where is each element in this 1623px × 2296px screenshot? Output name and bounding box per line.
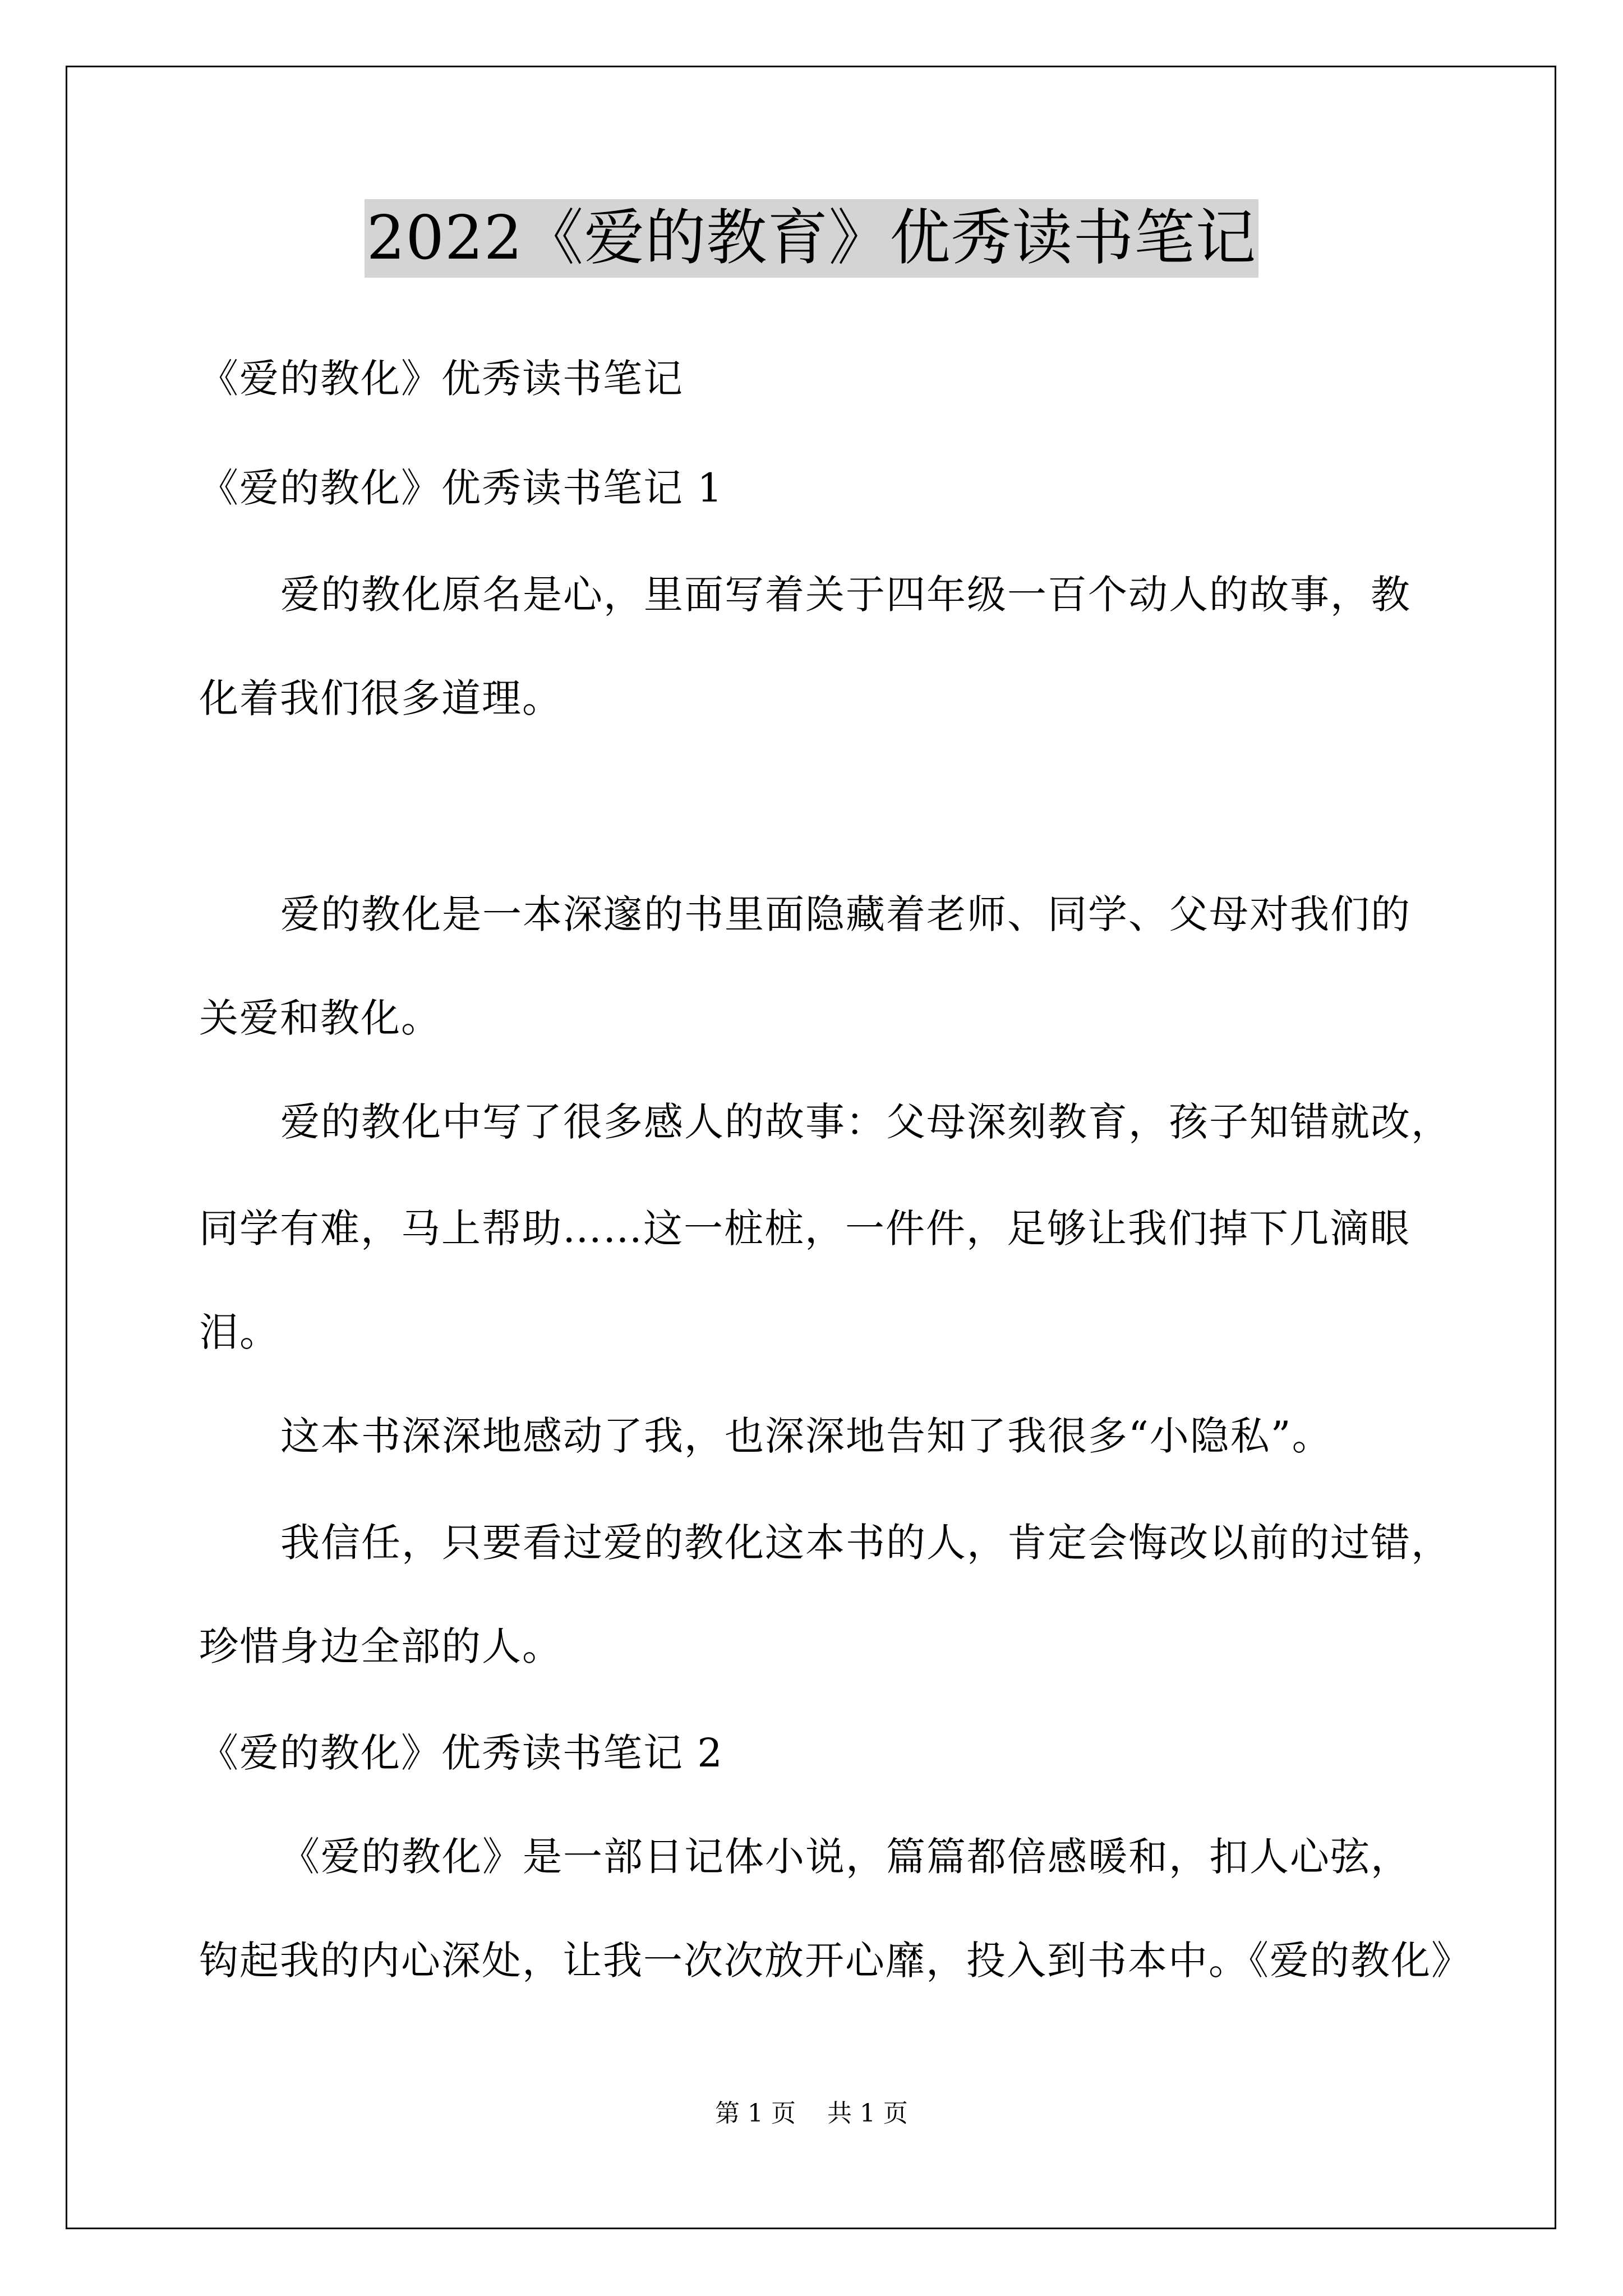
section-heading: 《爱的教化》优秀读书笔记 2 xyxy=(199,1730,723,1776)
page-footer: 第 1 页 共 1 页 xyxy=(715,2099,908,2128)
section-heading: 《爱的教化》优秀读书笔记 xyxy=(199,356,684,402)
paragraph-line: 同学有难，马上帮助……这一桩桩，一件件，足够让我们掉下几滴眼 xyxy=(199,1205,1410,1251)
document-title: 2022《爱的教育》优秀读书笔记 xyxy=(365,199,1259,278)
paragraph-line: 这本书深深地感动了我，也深深地告知了我很多“小隐私”。 xyxy=(280,1413,1332,1459)
paragraph-line: 化着我们很多道理。 xyxy=(199,675,562,721)
paragraph-line: 爱的教化原名是心，里面写着关于四年级一百个动人的故事，教 xyxy=(280,572,1411,618)
section-heading: 《爱的教化》优秀读书笔记 1 xyxy=(199,465,723,511)
paragraph-line: 钩起我的内心深处，让我一次次放开心靡，投入到书本中。《爱的教化》 xyxy=(199,1938,1472,1984)
paragraph-line: 我信任，只要看过爱的教化这本书的人，肯定会悔改以前的过错， xyxy=(280,1520,1451,1566)
paragraph-line: 珍惜身边全部的人。 xyxy=(199,1623,562,1669)
paragraph-line: 爱的教化中写了很多感人的故事：父母深刻教育，孩子知错就改， xyxy=(280,1099,1451,1145)
paragraph-line: 关爱和教化。 xyxy=(199,995,441,1041)
paragraph-line: 爱的教化是一本深邃的书里面隐藏着老师、同学、父母对我们的 xyxy=(280,891,1411,937)
paragraph-line: 泪。 xyxy=(199,1309,280,1355)
title-container xyxy=(0,199,1623,278)
paragraph-line: 《爱的教化》是一部日记体小说，篇篇都倍感暖和，扣人心弦， xyxy=(280,1834,1411,1880)
